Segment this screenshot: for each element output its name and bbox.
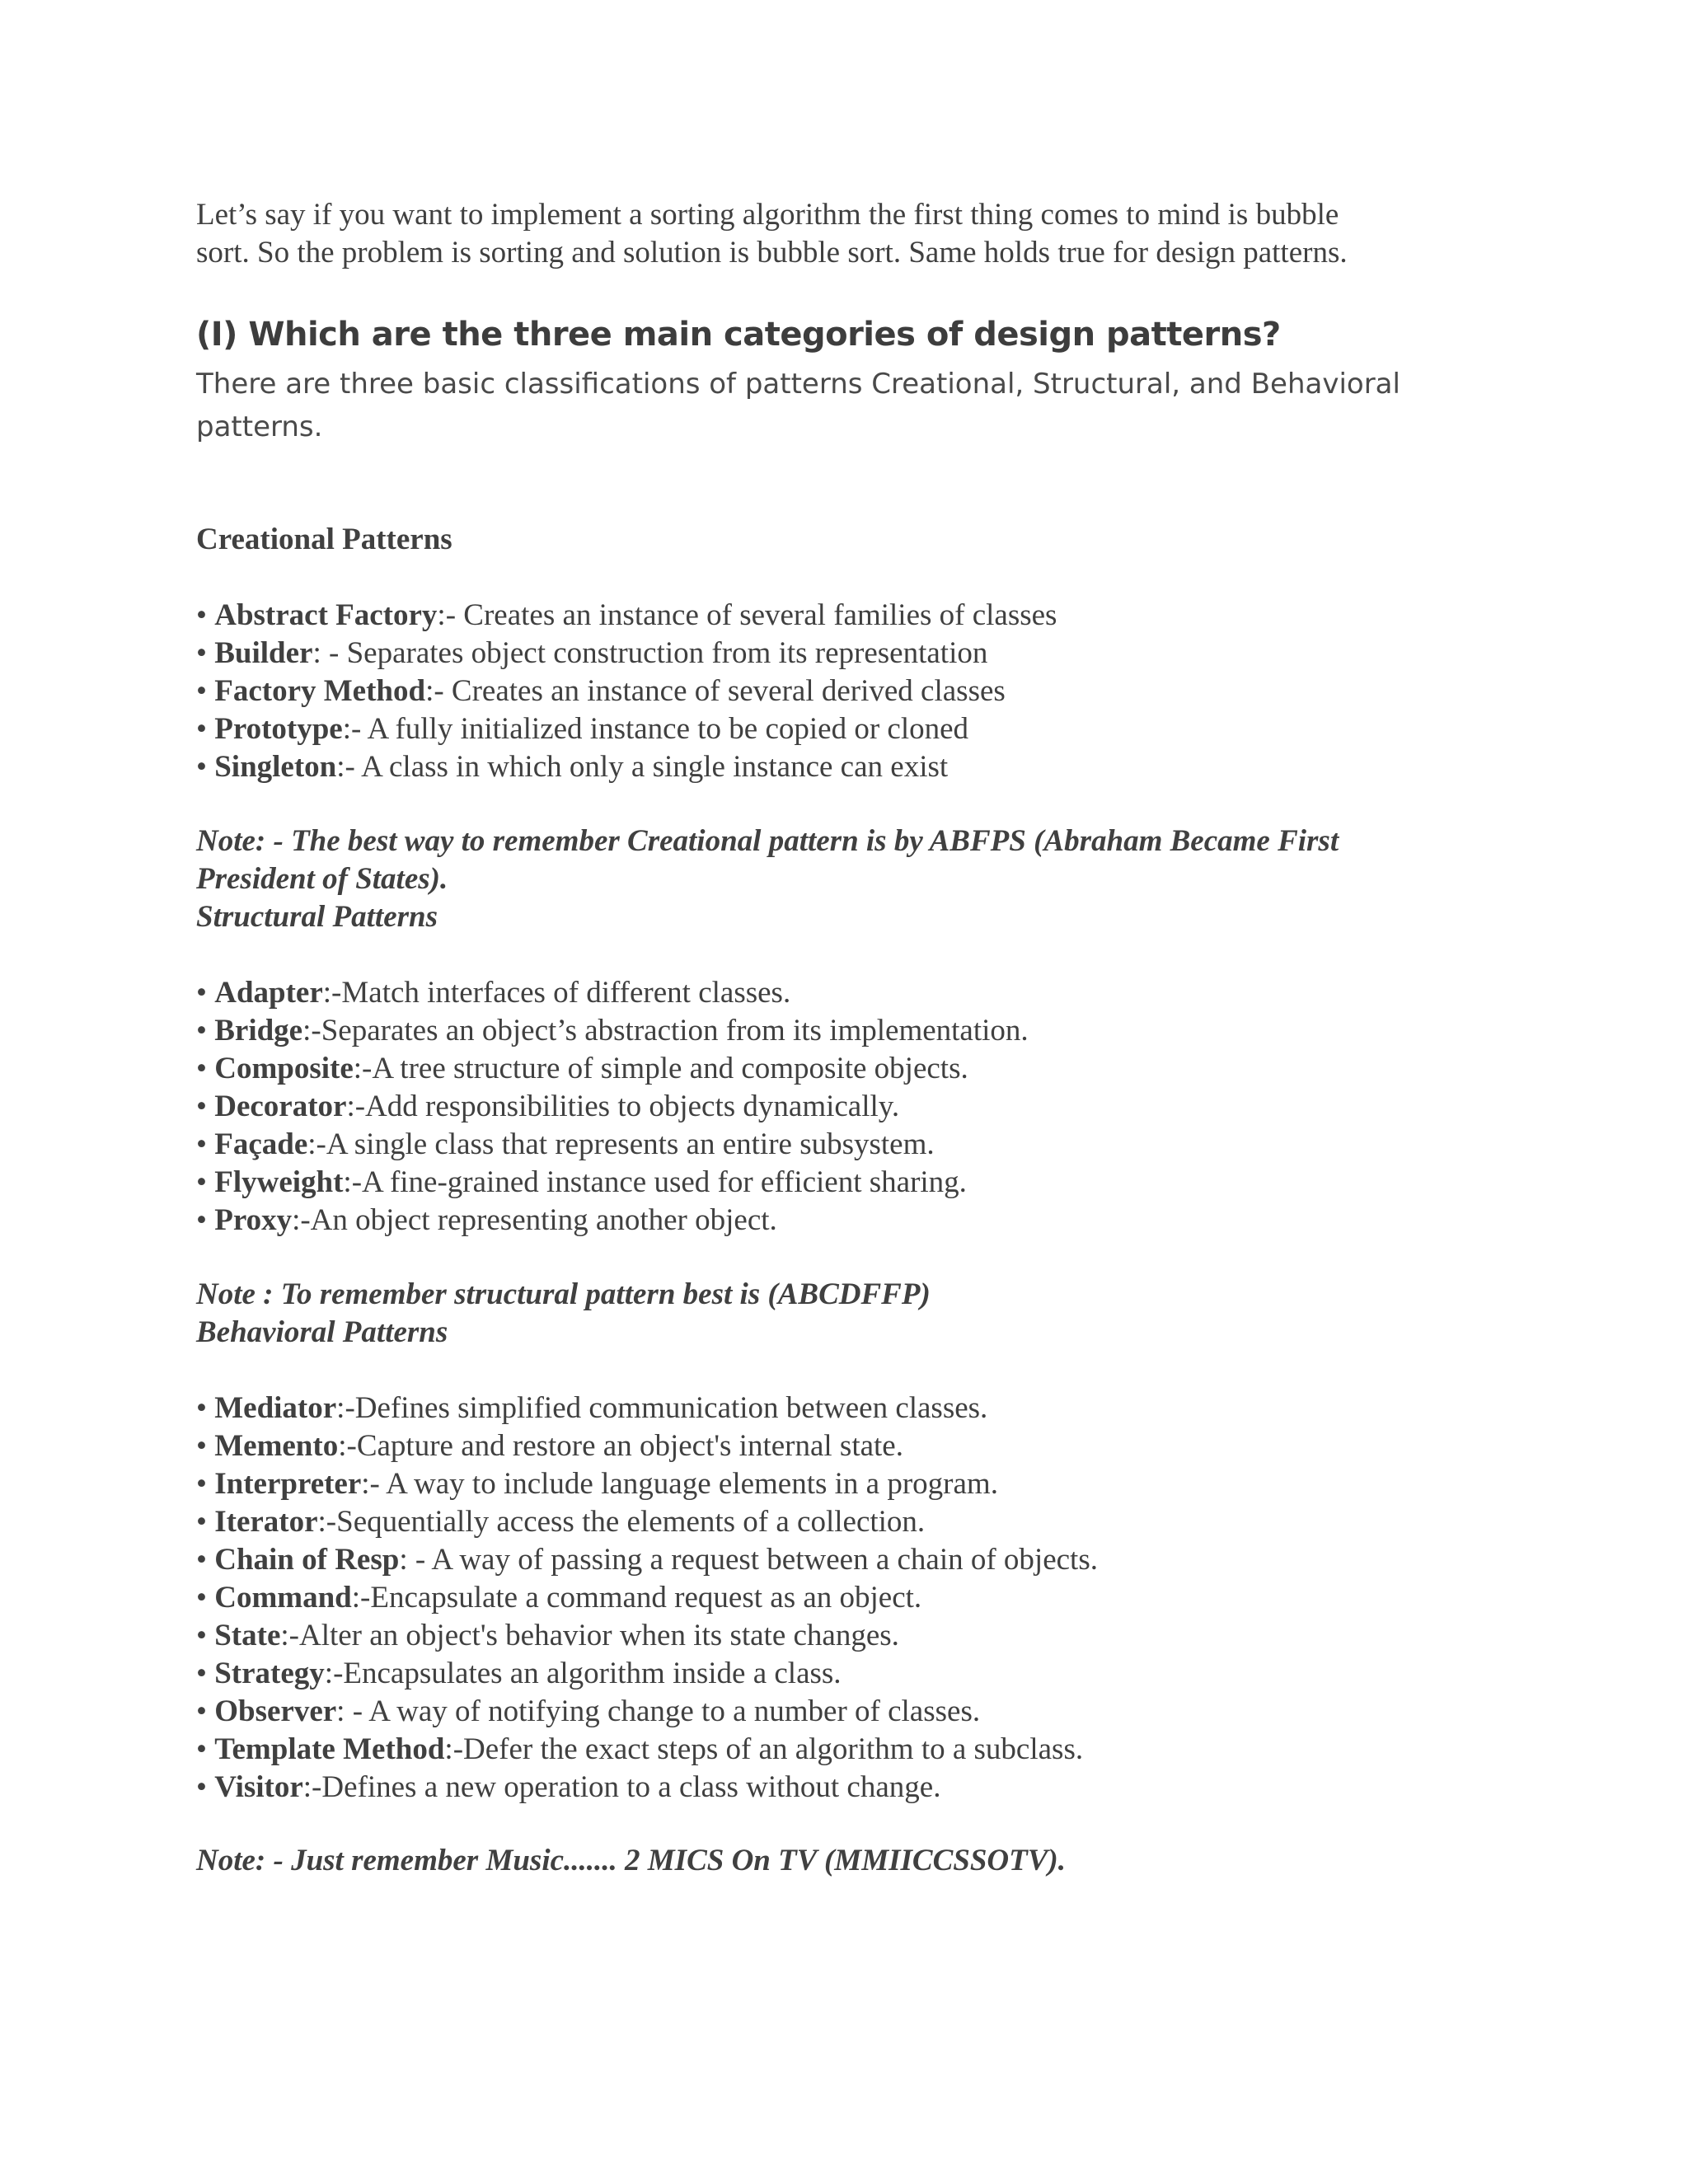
pattern-name: Factory Method [214,674,426,708]
bullet-icon: • [196,1429,207,1463]
creational-note-line: Note: - The best way to remember Creational pattern is by ABFPS (Abraham Became First [196,824,1339,858]
pattern-list-item [196,1617,1482,1655]
bullet-icon: • [196,976,207,1010]
pattern-name: Abstract Factory [214,598,438,632]
bullet-icon: • [196,1014,207,1047]
pattern-description: :-Capture and restore an object's internal state. [338,1429,903,1463]
pattern-name: Façade [214,1127,308,1161]
pattern-list-item [196,1693,1482,1731]
pattern-name: Iterator [214,1505,318,1539]
behavioral-list [196,1390,1482,1807]
bullet-icon: • [196,1467,207,1501]
intro-line: sort. So the problem is sorting and solution is bubble sort. Same holds true for design patterns. [196,236,1348,269]
creational-list-block [196,597,1482,786]
pattern-name: Decorator [214,1090,347,1123]
pattern-name: Mediator [214,1391,337,1425]
bullet-icon: • [196,1732,207,1766]
pattern-list-item [196,710,1482,748]
behavioral-note-line: Note: - Just remember Music....... 2 MICS On TV (MMIICCSSOTV). [196,1844,1066,1877]
pattern-description: :-Defines a new operation to a class without change. [302,1770,941,1804]
bullet-icon: • [196,1619,207,1652]
pattern-name: Command [214,1581,352,1615]
bullet-icon: • [196,636,207,670]
pattern-description: :- Creates an instance of several derived classes [425,674,1006,708]
pattern-list-item [196,673,1482,710]
bullet-icon: • [196,1203,207,1237]
bullet-icon: • [196,1127,207,1161]
pattern-list-item [196,1769,1482,1807]
bullet-icon: • [196,674,207,708]
pattern-description: :-Defer the exact steps of an algorithm to a subclass. [444,1732,1084,1766]
pattern-list-item [196,1088,1482,1126]
pattern-description: :-Sequentially access the elements of a collection. [317,1505,926,1539]
pattern-name: Memento [214,1429,339,1463]
pattern-description: :- A fully initialized instance to be copied or cloned [342,712,969,746]
pattern-name: Interpreter [214,1467,362,1501]
pattern-list-item [196,597,1482,635]
creational-title-block [196,521,1482,559]
pattern-name: Bridge [214,1014,303,1047]
pattern-list-item [196,1012,1482,1050]
behavioral-note [196,1842,1482,1880]
pattern-name: Flyweight [214,1165,344,1199]
creational-list [196,597,1482,786]
bullet-icon: • [196,1165,207,1199]
creational-note-line: President of States). [196,862,448,896]
pattern-list-item [196,1427,1482,1465]
bullet-icon: • [196,598,207,632]
pattern-description: :-Encapsulates an algorithm inside a class. [324,1657,842,1690]
pattern-description: :-Match interfaces of different classes. [322,976,791,1010]
intro-paragraph [196,196,1482,272]
bullet-icon: • [196,1770,207,1804]
structural-list-block [196,974,1482,1240]
bullet-icon: • [196,1581,207,1615]
bullet-icon: • [196,1391,207,1425]
pattern-list-item [196,1126,1482,1164]
bullet-icon: • [196,1052,207,1085]
pattern-description: :- A way to include language elements in a program. [361,1467,998,1501]
bullet-icon: • [196,1543,207,1577]
pattern-list-item [196,1731,1482,1769]
bullet-icon: • [196,1505,207,1539]
pattern-list-item [196,1390,1482,1427]
pattern-description: :-A tree structure of simple and composite objects. [353,1052,968,1085]
pattern-description: :-An object representing another object. [292,1203,777,1237]
structural-note-line: Note : To remember structural pattern best is (ABCDFFP) [196,1277,931,1311]
pattern-name: Proxy [214,1203,293,1237]
pattern-description: :-Separates an object’s abstraction from its implementation. [302,1014,1029,1047]
pattern-list-item [196,1164,1482,1202]
pattern-name: Builder [214,636,313,670]
bullet-icon: • [196,1657,207,1690]
pattern-list-item [196,748,1482,786]
pattern-list-item [196,1579,1482,1617]
structural-note [196,1276,1482,1352]
intro-line: Let’s say if you want to implement a sorting algorithm the first thing comes to mind is bubble [196,198,1339,232]
pattern-name: State [214,1619,281,1652]
pattern-description: : - Separates object construction from its representation [312,636,988,670]
creational-title: Creational Patterns [196,523,452,556]
pattern-name: Composite [214,1052,354,1085]
pattern-name: Adapter [214,976,323,1010]
pattern-list-item [196,1465,1482,1503]
pattern-description: :-A fine-grained instance used for efficient sharing. [343,1165,967,1199]
pattern-description: :-Defines simplified communication between classes. [336,1391,988,1425]
pattern-name: Prototype [214,712,343,746]
structural-list [196,974,1482,1240]
pattern-description: :- Creates an instance of several families of classes [437,598,1057,632]
structural-title: Structural Patterns [196,900,438,934]
pattern-list-item [196,1503,1482,1541]
pattern-list-item [196,974,1482,1012]
pattern-description: :-Add responsibilities to objects dynamically. [346,1090,900,1123]
pattern-list-item [196,635,1482,673]
pattern-list-item [196,1541,1482,1579]
pattern-description: : - A way of passing a request between a chain of objects. [399,1543,1098,1577]
question-answer: There are three basic classifications of patterns Creational, Structural, and Behavioral patterns. [196,368,1400,443]
behavioral-list-block [196,1390,1482,1807]
pattern-description: :-Encapsulate a command request as an object. [351,1581,922,1615]
bullet-icon: • [196,712,207,746]
question-heading: (I) Which are the three main categories of design patterns? [196,316,1281,354]
pattern-name: Strategy [214,1657,325,1690]
pattern-description: :-A single class that represents an entire subsystem. [307,1127,935,1161]
pattern-list-item [196,1202,1482,1240]
pattern-description: :-Alter an object's behavior when its state changes. [280,1619,899,1652]
behavioral-title: Behavioral Patterns [196,1315,448,1349]
pattern-description: : - A way of notifying change to a number of classes. [336,1694,981,1728]
bullet-icon: • [196,1694,207,1728]
pattern-name: Visitor [214,1770,303,1804]
pattern-description: :- A class in which only a single instance can exist [336,750,949,784]
pattern-name: Singleton [214,750,337,784]
creational-note [196,823,1482,936]
pattern-name: Observer [214,1694,337,1728]
bullet-icon: • [196,750,207,784]
pattern-name: Chain of Resp [214,1543,400,1577]
pattern-list-item [196,1655,1482,1693]
pattern-name: Template Method [214,1732,445,1766]
bullet-icon: • [196,1090,207,1123]
pattern-list-item [196,1050,1482,1088]
